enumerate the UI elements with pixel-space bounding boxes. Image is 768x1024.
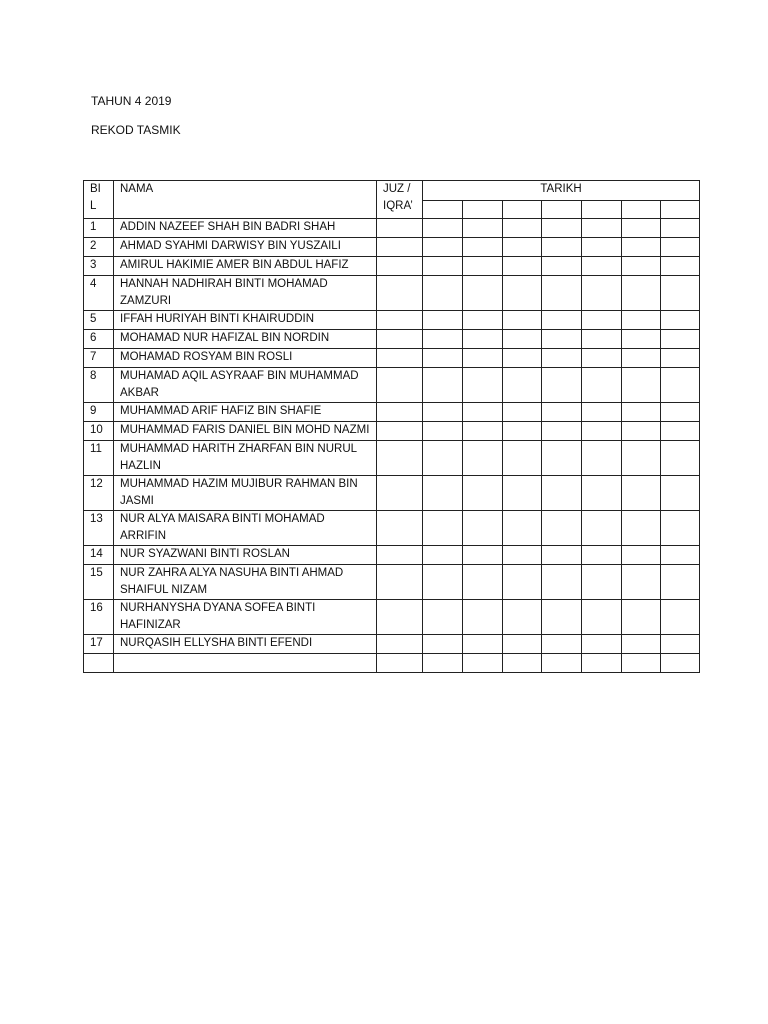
tarikh-cell[interactable] bbox=[622, 276, 661, 311]
tarikh-cell[interactable] bbox=[503, 654, 542, 673]
nama-cell: MUHAMMAD FARIS DANIEL BIN MOHD NAZMI bbox=[114, 422, 377, 441]
tarikh-cell[interactable] bbox=[661, 422, 700, 441]
tarikh-cell[interactable] bbox=[423, 565, 463, 600]
juz-iqra-cell[interactable] bbox=[377, 476, 423, 511]
tarikh-cell[interactable] bbox=[423, 349, 463, 368]
tarikh-cell[interactable] bbox=[463, 349, 503, 368]
juz-iqra-cell[interactable] bbox=[377, 654, 423, 673]
tarikh-cell[interactable] bbox=[503, 511, 542, 546]
tarikh-cell[interactable] bbox=[463, 330, 503, 349]
tarikh-cell[interactable] bbox=[661, 257, 700, 276]
tarikh-cell[interactable] bbox=[463, 311, 503, 330]
tasmik-record-table bbox=[83, 180, 700, 673]
header-juz-line1: JUZ / bbox=[383, 183, 411, 195]
tarikh-cell[interactable] bbox=[423, 403, 463, 422]
nama-cell: MUHAMMAD ARIF HAFIZ BIN SHAFIE bbox=[114, 403, 377, 422]
tarikh-cell[interactable] bbox=[463, 565, 503, 600]
header-juz-line2: IQRA’ bbox=[383, 200, 413, 212]
class-year-heading: TAHUN 4 2019 bbox=[91, 94, 172, 108]
tarikh-cell[interactable] bbox=[582, 257, 622, 276]
tarikh-cell[interactable] bbox=[542, 441, 582, 476]
table-row bbox=[84, 546, 700, 565]
bil-cell: 12 bbox=[84, 476, 114, 511]
nama-cell: HANNAH NADHIRAH BINTI MOHAMAD ZAMZURI bbox=[114, 276, 377, 311]
tarikh-cell[interactable] bbox=[582, 546, 622, 565]
tarikh-cell[interactable] bbox=[582, 219, 622, 238]
tarikh-cell[interactable] bbox=[542, 238, 582, 257]
date-header-cell[interactable] bbox=[582, 201, 622, 219]
tarikh-cell[interactable] bbox=[503, 422, 542, 441]
tarikh-cell[interactable] bbox=[582, 476, 622, 511]
tarikh-cell[interactable] bbox=[463, 600, 503, 635]
table-row bbox=[84, 476, 700, 511]
table-row bbox=[84, 276, 700, 311]
juz-iqra-cell[interactable] bbox=[377, 635, 423, 654]
tarikh-cell[interactable] bbox=[463, 635, 503, 654]
table-row bbox=[84, 330, 700, 349]
juz-iqra-cell[interactable] bbox=[377, 422, 423, 441]
tarikh-cell[interactable] bbox=[503, 600, 542, 635]
table-row bbox=[84, 257, 700, 276]
table-row bbox=[84, 422, 700, 441]
tarikh-cell[interactable] bbox=[622, 330, 661, 349]
table-row bbox=[84, 368, 700, 403]
tarikh-cell[interactable] bbox=[582, 654, 622, 673]
tarikh-cell[interactable] bbox=[542, 330, 582, 349]
tarikh-cell[interactable] bbox=[463, 238, 503, 257]
tarikh-cell[interactable] bbox=[542, 600, 582, 635]
tarikh-cell[interactable] bbox=[661, 511, 700, 546]
bil-cell: 17 bbox=[84, 635, 114, 654]
tarikh-cell[interactable] bbox=[582, 238, 622, 257]
tarikh-cell[interactable] bbox=[463, 403, 503, 422]
juz-iqra-cell[interactable] bbox=[377, 257, 423, 276]
student-rows bbox=[84, 219, 700, 673]
tarikh-cell[interactable] bbox=[463, 219, 503, 238]
header-nama: NAMA bbox=[114, 181, 377, 219]
tarikh-cell[interactable] bbox=[661, 238, 700, 257]
tarikh-cell[interactable] bbox=[582, 330, 622, 349]
tarikh-cell[interactable] bbox=[423, 330, 463, 349]
tarikh-cell[interactable] bbox=[582, 368, 622, 403]
tarikh-cell[interactable] bbox=[423, 635, 463, 654]
tarikh-cell[interactable] bbox=[463, 511, 503, 546]
tarikh-cell[interactable] bbox=[542, 257, 582, 276]
tarikh-cell[interactable] bbox=[622, 368, 661, 403]
tarikh-cell[interactable] bbox=[661, 368, 700, 403]
tarikh-cell[interactable] bbox=[503, 330, 542, 349]
juz-iqra-cell[interactable] bbox=[377, 238, 423, 257]
tarikh-cell[interactable] bbox=[423, 238, 463, 257]
juz-iqra-cell[interactable] bbox=[377, 546, 423, 565]
tarikh-cell[interactable] bbox=[661, 349, 700, 368]
nama-cell: MUHAMAD AQIL ASYRAAF BIN MUHAMMAD AKBAR bbox=[114, 368, 377, 403]
date-header-cell[interactable] bbox=[503, 201, 542, 219]
tarikh-cell[interactable] bbox=[503, 441, 542, 476]
nama-cell: NURHANYSHA DYANA SOFEA BINTI HAFINIZAR bbox=[114, 600, 377, 635]
nama-cell: NUR ALYA MAISARA BINTI MOHAMAD ARRIFIN bbox=[114, 511, 377, 546]
tarikh-cell[interactable] bbox=[423, 476, 463, 511]
juz-iqra-cell[interactable] bbox=[377, 403, 423, 422]
tarikh-cell[interactable] bbox=[423, 441, 463, 476]
tarikh-cell[interactable] bbox=[582, 441, 622, 476]
tarikh-cell[interactable] bbox=[463, 276, 503, 311]
bil-cell: 15 bbox=[84, 565, 114, 600]
tarikh-cell[interactable] bbox=[661, 276, 700, 311]
juz-iqra-cell[interactable] bbox=[377, 368, 423, 403]
tarikh-cell[interactable] bbox=[622, 349, 661, 368]
juz-iqra-cell[interactable] bbox=[377, 276, 423, 311]
juz-iqra-cell[interactable] bbox=[377, 441, 423, 476]
nama-cell: MUHAMMAD HARITH ZHARFAN BIN NURUL HAZLIN bbox=[114, 441, 377, 476]
bil-cell: 5 bbox=[84, 311, 114, 330]
table-row bbox=[84, 565, 700, 600]
tarikh-cell[interactable] bbox=[463, 441, 503, 476]
bil-cell: 13 bbox=[84, 511, 114, 546]
tarikh-cell[interactable] bbox=[582, 276, 622, 311]
tarikh-cell[interactable] bbox=[463, 422, 503, 441]
tarikh-cell[interactable] bbox=[661, 565, 700, 600]
tarikh-cell[interactable] bbox=[582, 600, 622, 635]
header-juz-iqra bbox=[377, 181, 423, 219]
juz-iqra-cell[interactable] bbox=[377, 565, 423, 600]
tarikh-cell[interactable] bbox=[622, 511, 661, 546]
juz-iqra-cell[interactable] bbox=[377, 330, 423, 349]
juz-iqra-cell[interactable] bbox=[377, 311, 423, 330]
tarikh-cell[interactable] bbox=[661, 600, 700, 635]
tarikh-cell[interactable] bbox=[423, 511, 463, 546]
nama-cell: IFFAH HURIYAH BINTI KHAIRUDDIN bbox=[114, 311, 377, 330]
tarikh-cell[interactable] bbox=[503, 403, 542, 422]
date-header-cell[interactable] bbox=[661, 201, 700, 219]
bil-cell bbox=[84, 654, 114, 673]
nama-cell: NUR ZAHRA ALYA NASUHA BINTI AHMAD SHAIFUL NIZAM bbox=[114, 565, 377, 600]
nama-cell: AHMAD SYAHMI DARWISY BIN YUSZAILI bbox=[114, 238, 377, 257]
tarikh-cell[interactable] bbox=[542, 511, 582, 546]
tarikh-cell[interactable] bbox=[542, 565, 582, 600]
record-title: REKOD TASMIK bbox=[91, 123, 181, 137]
juz-iqra-cell[interactable] bbox=[377, 349, 423, 368]
tarikh-cell[interactable] bbox=[542, 635, 582, 654]
table-row bbox=[84, 349, 700, 368]
nama-cell: ADDIN NAZEEF SHAH BIN BADRI SHAH bbox=[114, 219, 377, 238]
tarikh-cell[interactable] bbox=[423, 422, 463, 441]
nama-cell: MOHAMAD NUR HAFIZAL BIN NORDIN bbox=[114, 330, 377, 349]
tarikh-cell[interactable] bbox=[661, 219, 700, 238]
bil-cell: 7 bbox=[84, 349, 114, 368]
tarikh-cell[interactable] bbox=[423, 654, 463, 673]
tarikh-cell[interactable] bbox=[622, 403, 661, 422]
tarikh-cell[interactable] bbox=[542, 403, 582, 422]
tarikh-cell[interactable] bbox=[542, 476, 582, 511]
tarikh-cell[interactable] bbox=[542, 349, 582, 368]
tarikh-cell[interactable] bbox=[542, 422, 582, 441]
tarikh-cell[interactable] bbox=[661, 403, 700, 422]
tarikh-cell[interactable] bbox=[463, 546, 503, 565]
tarikh-cell[interactable] bbox=[582, 311, 622, 330]
bil-cell: 10 bbox=[84, 422, 114, 441]
bil-cell: 1 bbox=[84, 219, 114, 238]
tarikh-cell[interactable] bbox=[582, 511, 622, 546]
header-bil-line2: L bbox=[90, 200, 97, 212]
tarikh-cell[interactable] bbox=[423, 546, 463, 565]
bil-cell: 2 bbox=[84, 238, 114, 257]
juz-iqra-cell[interactable] bbox=[377, 219, 423, 238]
tarikh-cell[interactable] bbox=[622, 311, 661, 330]
bil-cell: 3 bbox=[84, 257, 114, 276]
tarikh-cell[interactable] bbox=[423, 600, 463, 635]
tarikh-cell[interactable] bbox=[542, 546, 582, 565]
tarikh-cell[interactable] bbox=[661, 476, 700, 511]
nama-cell bbox=[114, 654, 377, 673]
tarikh-cell[interactable] bbox=[622, 219, 661, 238]
bil-cell: 9 bbox=[84, 403, 114, 422]
bil-cell: 11 bbox=[84, 441, 114, 476]
tarikh-cell[interactable] bbox=[661, 441, 700, 476]
tarikh-cell[interactable] bbox=[622, 654, 661, 673]
tarikh-cell[interactable] bbox=[661, 654, 700, 673]
tarikh-cell[interactable] bbox=[503, 546, 542, 565]
tarikh-cell[interactable] bbox=[582, 422, 622, 441]
tarikh-cell[interactable] bbox=[542, 276, 582, 311]
table-row bbox=[84, 311, 700, 330]
nama-cell: NUR SYAZWANI BINTI ROSLAN bbox=[114, 546, 377, 565]
tarikh-cell[interactable] bbox=[503, 238, 542, 257]
tarikh-cell[interactable] bbox=[503, 565, 542, 600]
bil-cell: 8 bbox=[84, 368, 114, 403]
tarikh-cell[interactable] bbox=[622, 238, 661, 257]
tarikh-cell[interactable] bbox=[423, 368, 463, 403]
tarikh-cell[interactable] bbox=[503, 257, 542, 276]
tarikh-cell[interactable] bbox=[503, 276, 542, 311]
tarikh-cell[interactable] bbox=[463, 654, 503, 673]
tarikh-cell[interactable] bbox=[582, 403, 622, 422]
juz-iqra-cell[interactable] bbox=[377, 600, 423, 635]
tarikh-cell[interactable] bbox=[622, 441, 661, 476]
date-header-cell[interactable] bbox=[423, 201, 463, 219]
tarikh-cell[interactable] bbox=[622, 546, 661, 565]
tarikh-cell[interactable] bbox=[542, 368, 582, 403]
nama-cell: MUHAMMAD HAZIM MUJIBUR RAHMAN BIN JASMI bbox=[114, 476, 377, 511]
table-row bbox=[84, 600, 700, 635]
tarikh-cell[interactable] bbox=[582, 349, 622, 368]
tarikh-cell[interactable] bbox=[423, 311, 463, 330]
tarikh-cell[interactable] bbox=[661, 311, 700, 330]
tarikh-cell[interactable] bbox=[503, 476, 542, 511]
nama-cell: AMIRUL HAKIMIE AMER BIN ABDUL HAFIZ bbox=[114, 257, 377, 276]
bil-cell: 16 bbox=[84, 600, 114, 635]
tarikh-cell[interactable] bbox=[503, 349, 542, 368]
tarikh-cell[interactable] bbox=[423, 257, 463, 276]
nama-cell: NURQASIH ELLYSHA BINTI EFENDI bbox=[114, 635, 377, 654]
tarikh-cell[interactable] bbox=[622, 422, 661, 441]
tarikh-cell[interactable] bbox=[503, 368, 542, 403]
header-tarikh: TARIKH bbox=[423, 181, 700, 201]
tarikh-cell[interactable] bbox=[423, 276, 463, 311]
tarikh-cell[interactable] bbox=[582, 635, 622, 654]
table-row bbox=[84, 219, 700, 238]
date-header-cell[interactable] bbox=[542, 201, 582, 219]
tarikh-cell[interactable] bbox=[463, 476, 503, 511]
table-row bbox=[84, 654, 700, 673]
tarikh-cell[interactable] bbox=[503, 219, 542, 238]
date-header-cell[interactable] bbox=[622, 201, 661, 219]
table-row bbox=[84, 441, 700, 476]
tarikh-cell[interactable] bbox=[542, 654, 582, 673]
bil-cell: 14 bbox=[84, 546, 114, 565]
juz-iqra-cell[interactable] bbox=[377, 511, 423, 546]
tarikh-cell[interactable] bbox=[661, 635, 700, 654]
tarikh-cell[interactable] bbox=[542, 219, 582, 238]
table-row bbox=[84, 511, 700, 546]
tarikh-cell[interactable] bbox=[622, 565, 661, 600]
date-header-cell[interactable] bbox=[463, 201, 503, 219]
tarikh-cell[interactable] bbox=[503, 635, 542, 654]
table-row bbox=[84, 635, 700, 654]
tarikh-cell[interactable] bbox=[622, 635, 661, 654]
header-bil-line1: BI bbox=[90, 183, 101, 195]
bil-cell: 4 bbox=[84, 276, 114, 311]
tarikh-cell[interactable] bbox=[503, 311, 542, 330]
tarikh-cell[interactable] bbox=[622, 476, 661, 511]
header-bil bbox=[84, 181, 114, 219]
tarikh-cell[interactable] bbox=[661, 546, 700, 565]
nama-cell: MOHAMAD ROSYAM BIN ROSLI bbox=[114, 349, 377, 368]
table-row bbox=[84, 403, 700, 422]
tarikh-cell[interactable] bbox=[463, 257, 503, 276]
tarikh-cell[interactable] bbox=[622, 600, 661, 635]
table-row bbox=[84, 238, 700, 257]
bil-cell: 6 bbox=[84, 330, 114, 349]
tarikh-cell[interactable] bbox=[661, 330, 700, 349]
tarikh-cell[interactable] bbox=[582, 565, 622, 600]
tarikh-cell[interactable] bbox=[542, 311, 582, 330]
tarikh-cell[interactable] bbox=[463, 368, 503, 403]
tarikh-cell[interactable] bbox=[423, 219, 463, 238]
tarikh-cell[interactable] bbox=[622, 257, 661, 276]
